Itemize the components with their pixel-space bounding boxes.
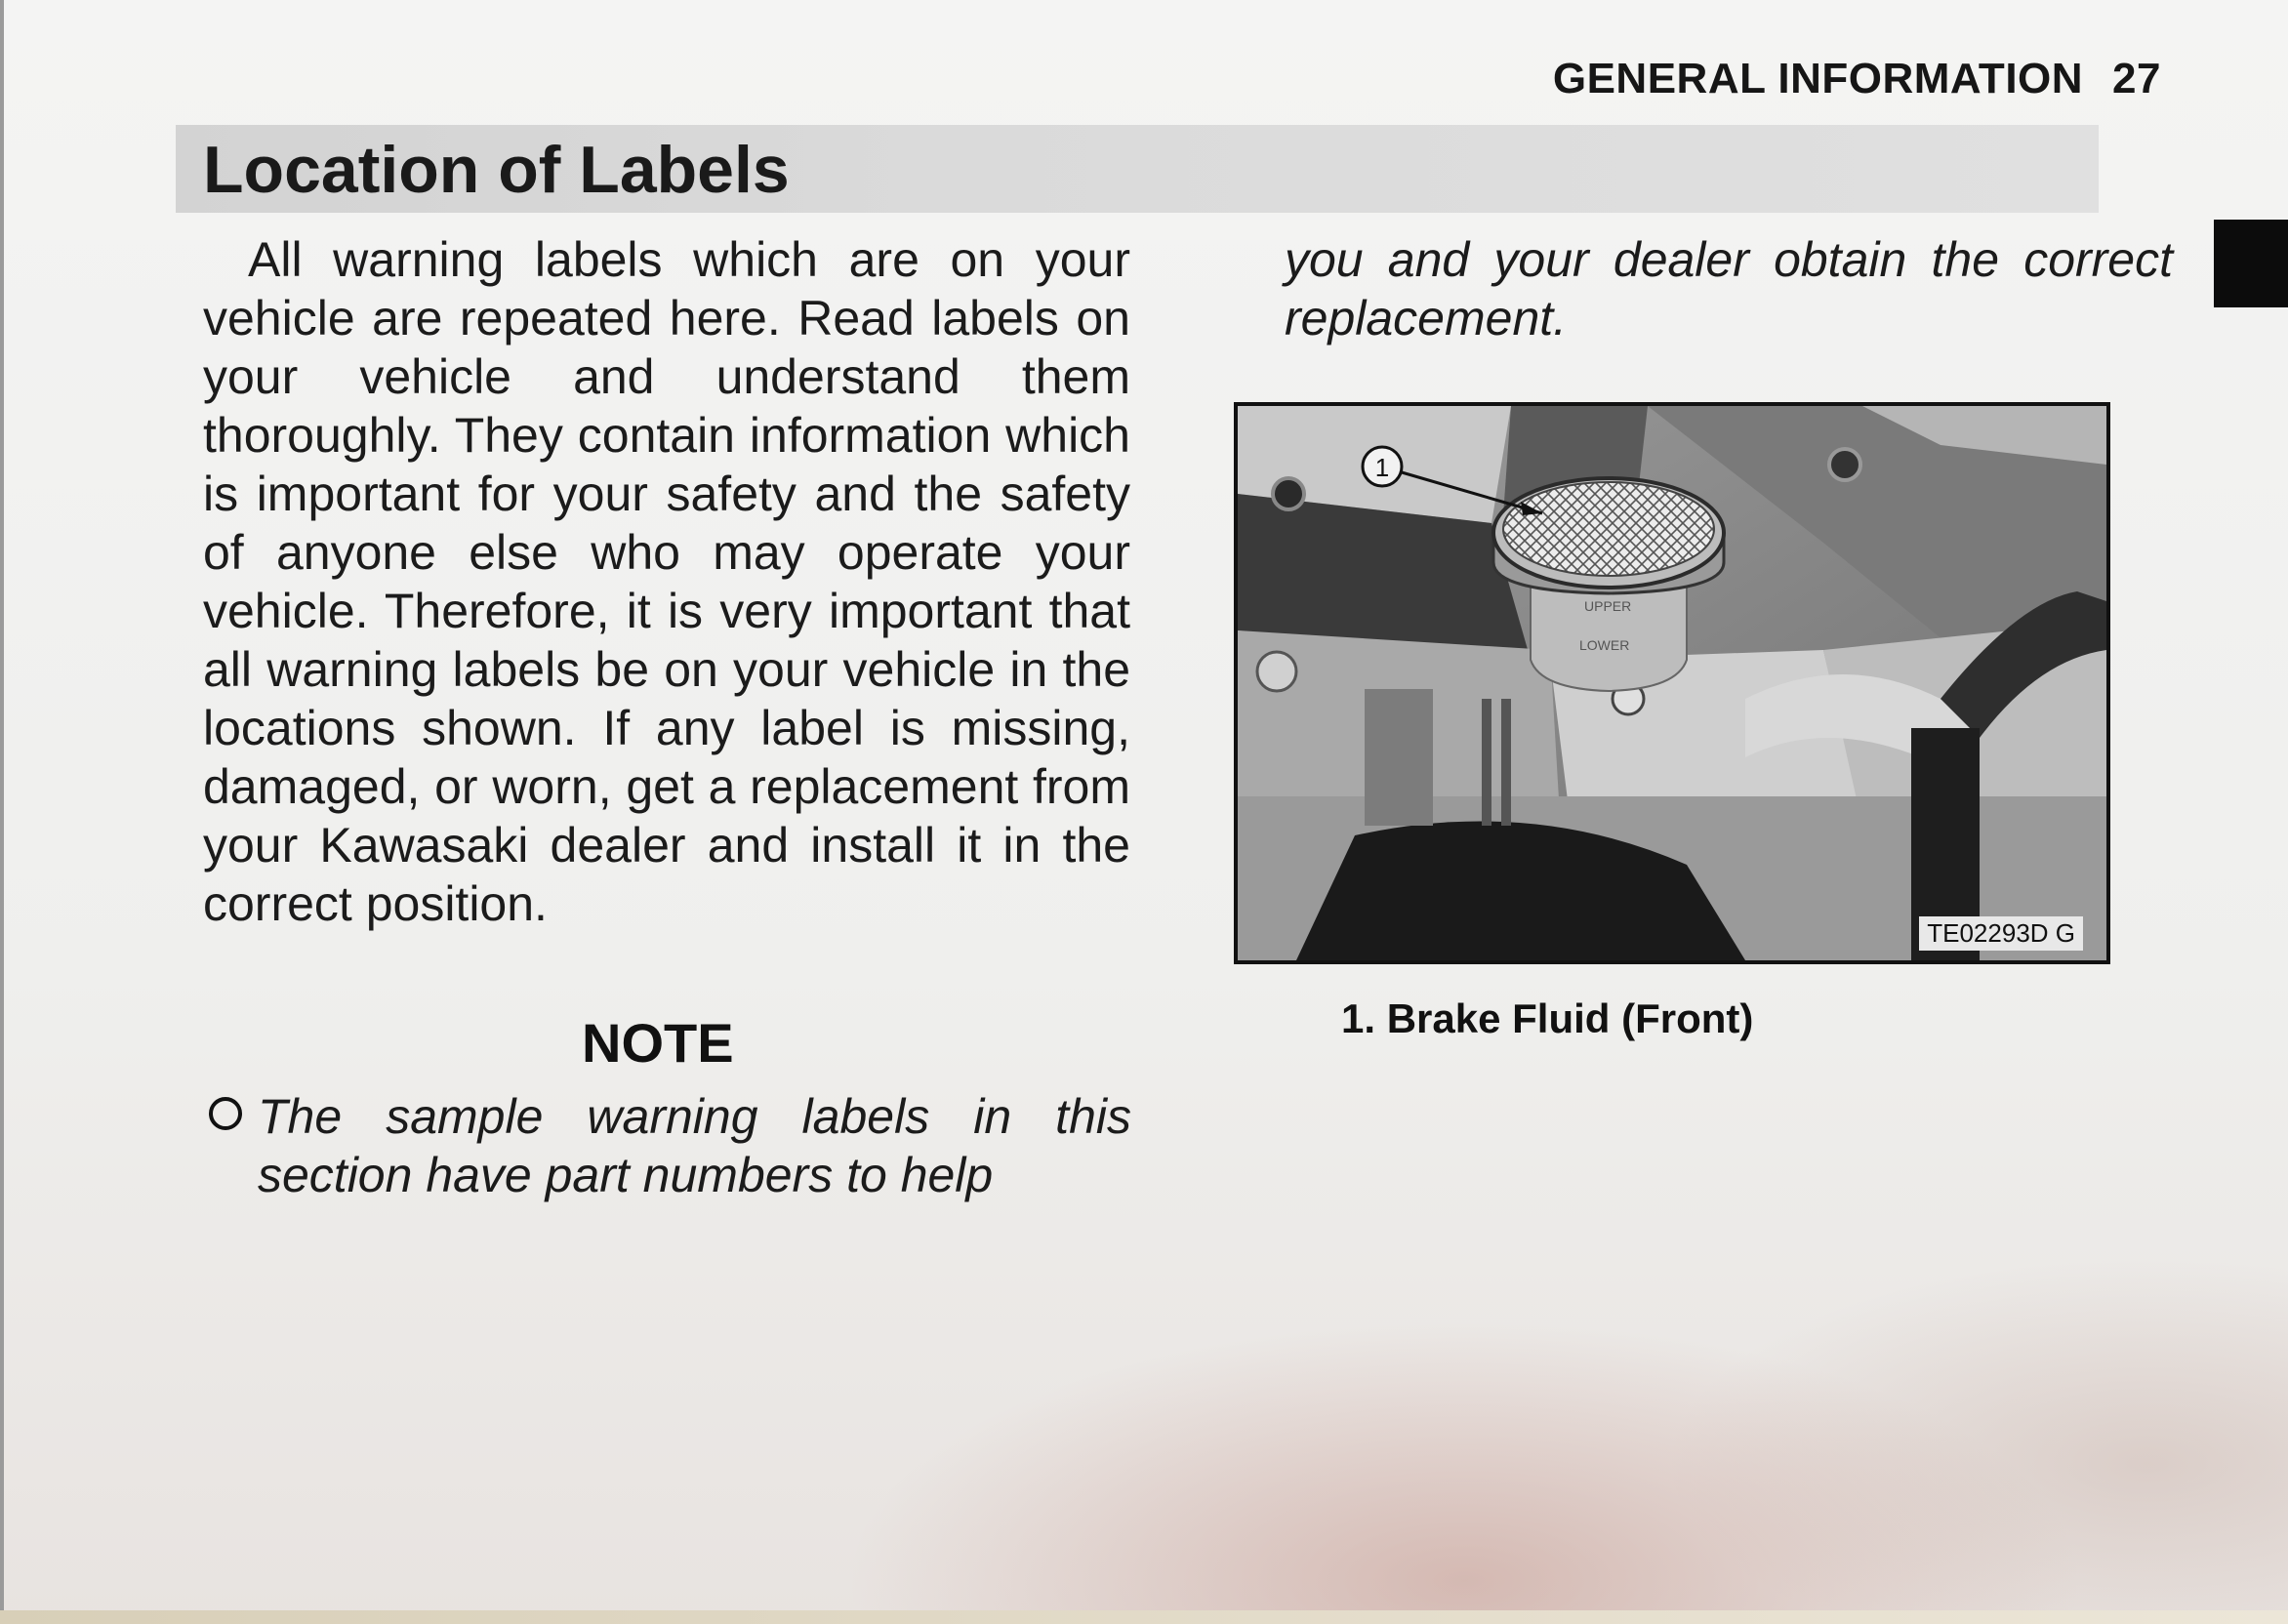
section-title: GENERAL INFORMATION: [1552, 55, 2084, 102]
right-column-continuation: you and your dealer obtain the correct replacement.: [1285, 232, 2173, 345]
brake-fluid-photo: [1234, 402, 2110, 964]
note-item: The sample warning labels in this section have part numbers to help: [258, 1089, 1131, 1202]
section-heading: Location of Labels: [203, 133, 790, 207]
reservoir-lower-mark: LOWER: [1579, 637, 1630, 653]
callout-number: 1: [1374, 453, 1390, 482]
note-heading: NOTE: [582, 1012, 734, 1074]
page-edge: [0, 0, 4, 1624]
body-paragraph: All warning labels which are on your vehicle are repeated here. Read labels on your vehicle and understand them thoroughly. They contain information which is important for your safety and the safety of anyone else who may operate your vehicle. Therefore, it is very important that all warning labels be on your vehicle in the locations shown. If any label is missing, damaged, or worn, get a replacement from your Kawasaki dealer and install it in the correct position.: [203, 232, 1130, 931]
reservoir-upper-mark: UPPER: [1584, 598, 1632, 614]
reservoir-illustration: [1238, 406, 2106, 960]
running-header: [1553, 55, 2161, 103]
left-column: [203, 230, 1130, 933]
page-number: 27: [2112, 55, 2161, 102]
page-bottom-edge: [0, 1610, 2288, 1624]
figure-caption: 1. Brake Fluid (Front): [1341, 995, 1754, 1041]
figure-code: TE02293D G: [1919, 916, 2083, 951]
thumb-tab-marker: [2214, 220, 2288, 307]
